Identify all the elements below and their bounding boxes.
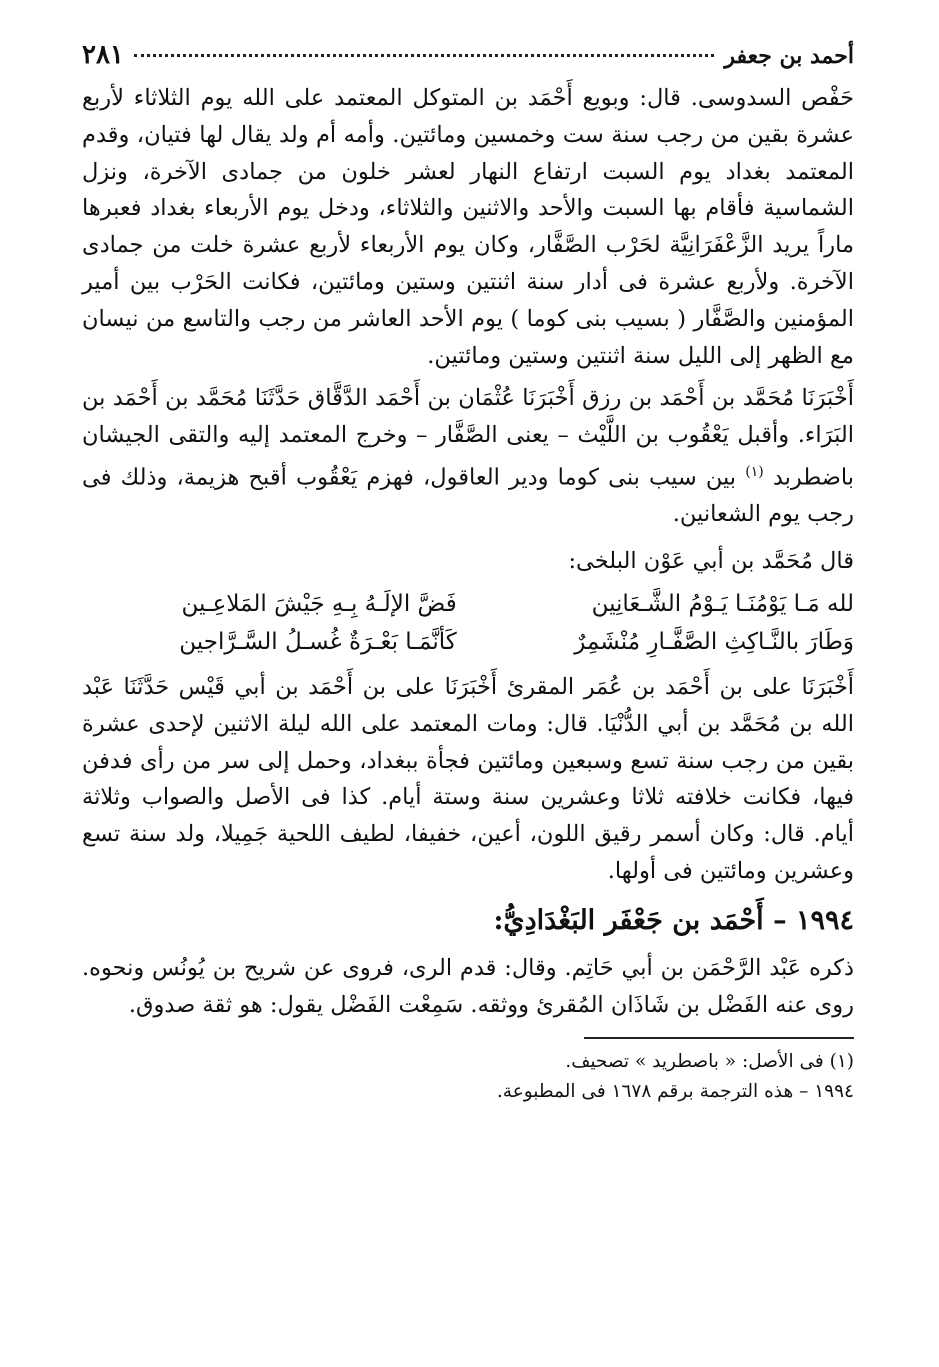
verse-hemistich-second: كَأنَّمَـا بَعْـرَةٌ غُسـلُ السَّـرَّاجين (179, 629, 457, 656)
footnote-1: (١) فى الأصل: « باصطريد » تصحيف. (565, 1051, 854, 1073)
verse-line (82, 623, 854, 661)
verse-hemistich-first: لله مَـا يَوْمُنَـا يَـوْمُ الشَّـعَانِين (591, 591, 854, 618)
verse-hemistich-first: وَطَارَ بالنَّـاكِثِ الصَّفَّـارِ مُنْشَمِرٌ (574, 629, 854, 656)
verse-line (82, 585, 854, 623)
verse-hemistich-second: فَضَّ الإلَـهُ بِـهِ جَيْشَ المَلاعِـين (181, 591, 457, 618)
poem-intro: قال مُحَمَّد بن أبي عَوْن البلخى: (568, 548, 854, 575)
body-paragraph-2 (82, 380, 854, 533)
page-number: ٢٨١ (82, 40, 124, 70)
paragraph-2-part-1: أَخْبَرَنَا مُحَمَّد بن أَحْمَد بن رزق أَخْبَرَنَا عُثْمَان بن أَحْمَد الدَّقَّاق حَدَّثَنَا مُحَمَّد بن أَحْمَد بن البَرَاء. وأقبل يَعْقُوب بن اللَّيْث – يعنى الصَّفَّار – وخرج المعتمد إليه والتقى الجيشان باضطربد (82, 385, 855, 491)
footnote-2: ١٩٩٤ – هذه الترجمة برقم ١٦٧٨ فى المطبوعة. (496, 1081, 854, 1103)
paragraph-2-part-2: بين سيب بنى كوما ودير العاقول، فهزم يَعْقُوب أقبح هزيمة، وذلك فى رجب يوم الشعانين. (82, 464, 854, 528)
entry-heading: ١٩٩٤ – أَحْمَد بن جَعْفَر البَغْدَادِيُّ: (493, 904, 854, 936)
body-paragraph-3: أَخْبَرَنَا على بن أَحْمَد بن عُمَر المقرئ أَخْبَرَنَا على بن أَحْمَد بن أبي قَيْس حَدَّثَنَا عَبْد الله بن مُحَمَّد بن أبي الدُّنْيَا. قال: ومات المعتمد على الله ليلة الاثنين لإحدى عشرة بقين من رجب سنة تسع وسبعين ومائتين فجأة ببغداد، وحمل إلى سر من رأى فدفن فيها، فكانت خلافته ثلاثا وعشرين سنة وستة أيام. كذا فى الأصل والصواب وثلاثة أيام. قال: وكان أسمر رقيق اللون، أعين، خفيفا، لطيف اللحية جَمِيلا، ولد سنة تسع وعشرين ومائتين فى أولها. (82, 674, 854, 885)
poem-verses (82, 585, 854, 661)
footnote-marker: (١) (745, 463, 764, 480)
running-title: أحمد بن جعفر (724, 43, 854, 69)
body-paragraph-1: حَفْص السدوسى. قال: وبويع أَحْمَد بن المتوكل المعتمد على الله يوم الثلاثاء لأربع عشرة بقين من رجب سنة ست وخمسين ومائتين. وأمه أم ولد يقال لها فتيان، وقدم المعتمد بغداد يوم السبت ارتفاع النهار لعشر خلون من جمادى الآخرة، ونزل الشماسية فأقام بها السبت والأحد والاثنين والثلاثاء، ودخل يوم الأربعاء بغداد فعبرها ماراً يريد الزَّعْفَرَانِيَّة لحَرْب الصَّفَّار، وكان يوم الأربعاء لأربع عشرة خلت من جمادى الآخرة. ولأربع عشرة فى أدار سنة اثنتين وستين ومائتين، فكانت الحَرْب بين أمير المؤمنين والصَّفَّار ( بسيب بنى كوما ) يوم الأحد العاشر من رجب والتاسع من نيسان مع الظهر إلى الليل سنة اثنتين وستين ومائتين. (82, 85, 854, 369)
entry-text: ذكره عَبْد الرَّحْمَن بن أبي حَاتِم. وقال: قدم الرى، فروى عن شريح بن يُونُس ونحوه. روى عنه الفَضْل بن شَاذَان المُقرئ ووثقه. سَمِعْت الفَضْل يقول: هو ثقة صدوق. (82, 954, 854, 1018)
footnote-separator (584, 1037, 854, 1039)
running-header (82, 40, 854, 80)
leader-dots (134, 54, 714, 57)
